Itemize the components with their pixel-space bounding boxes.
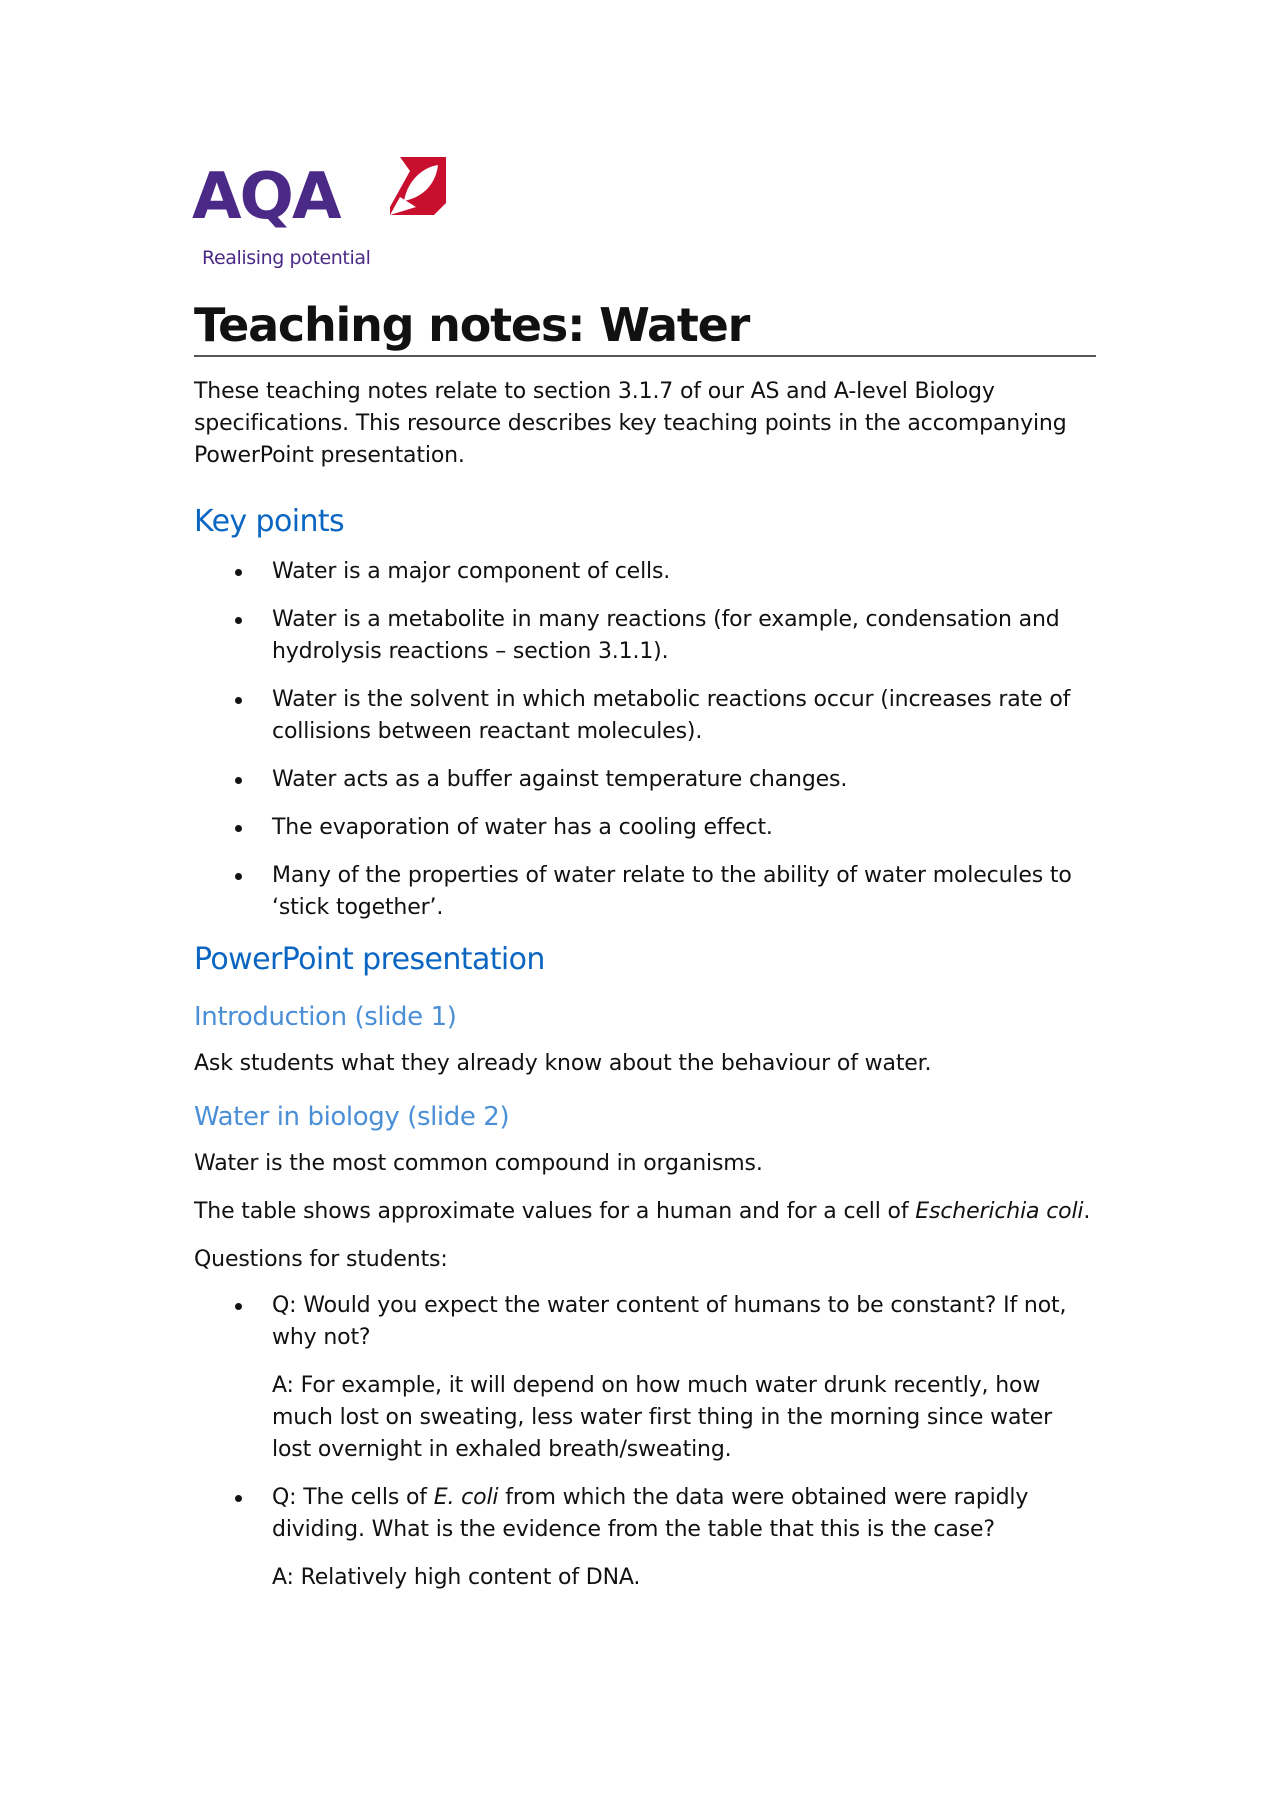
slide2-paragraph-2: The table shows approximate values for a human and for a cell of Escherichia coli. — [194, 1199, 1091, 1224]
intro-paragraph: These teaching notes relate to section 3.1.7 of our AS and A-level Biology specifications. This resource describes key teaching points in the accompanying PowerPoint presentation. — [194, 379, 1067, 468]
page-title: Teaching notes: Water — [194, 298, 750, 352]
species-name: Escherichia coli — [915, 1199, 1084, 1224]
document-page — [194, 155, 1098, 1610]
bullet-icon — [235, 1495, 242, 1502]
bullet-icon — [235, 825, 242, 832]
list-item — [194, 1290, 1094, 1466]
list-item: Many of the properties of water relate to the ability of water molecules to ‘stick together’. — [194, 860, 1094, 924]
list-item: Water acts as a buffer against temperature changes. — [194, 764, 1094, 796]
question-text: Q: Would you expect the water content of humans to be constant? If not, why not? — [272, 1293, 1067, 1350]
logo-tagline: Realising potential — [202, 247, 371, 269]
bullet-icon — [235, 569, 242, 576]
answer-text: A: For example, it will depend on how much water drunk recently, how much lost on sweating, less water first thing in the morning since water lost overnight in exhaled breath/sweating. — [272, 1373, 1053, 1462]
bullet-icon — [235, 777, 242, 784]
title-divider — [194, 355, 1096, 357]
key-points-heading: Key points — [194, 504, 345, 539]
questions-label: Questions for students: — [194, 1247, 448, 1272]
key-points-list — [194, 556, 1098, 924]
bullet-icon — [235, 697, 242, 704]
species-abbrev: E. coli — [433, 1485, 499, 1510]
slide2-paragraph-1: Water is the most common compound in organisms. — [194, 1151, 763, 1176]
bullet-icon — [235, 1303, 242, 1310]
slide1-text: Ask students what they already know about the behaviour of water. — [194, 1051, 932, 1076]
list-item: Water is a major component of cells. — [194, 556, 1094, 588]
list-item — [194, 1482, 1094, 1594]
aqa-logo — [194, 155, 464, 273]
bullet-icon — [235, 617, 242, 624]
logo-wordmark: AQA — [192, 160, 340, 234]
list-item: Water is a metabolite in many reactions (for example, condensation and hydrolysis reactions – section 3.1.1). — [194, 604, 1094, 668]
presentation-heading: PowerPoint presentation — [194, 942, 545, 977]
slide1-heading: Introduction (slide 1) — [194, 1002, 457, 1032]
bullet-icon — [235, 873, 242, 880]
question-text: Q: The cells of E. coli from which the data were obtained were rapidly dividing. What is the evidence from the table that this is the case? — [272, 1485, 1029, 1542]
list-item: The evaporation of water has a cooling effect. — [194, 812, 1094, 844]
aqa-leaf-icon — [390, 157, 446, 215]
slide2-heading: Water in biology (slide 2) — [194, 1102, 510, 1132]
list-item: Water is the solvent in which metabolic reactions occur (increases rate of collisions between reactant molecules). — [194, 684, 1094, 748]
answer-text: A: Relatively high content of DNA. — [272, 1565, 641, 1590]
questions-list — [194, 1290, 1098, 1594]
